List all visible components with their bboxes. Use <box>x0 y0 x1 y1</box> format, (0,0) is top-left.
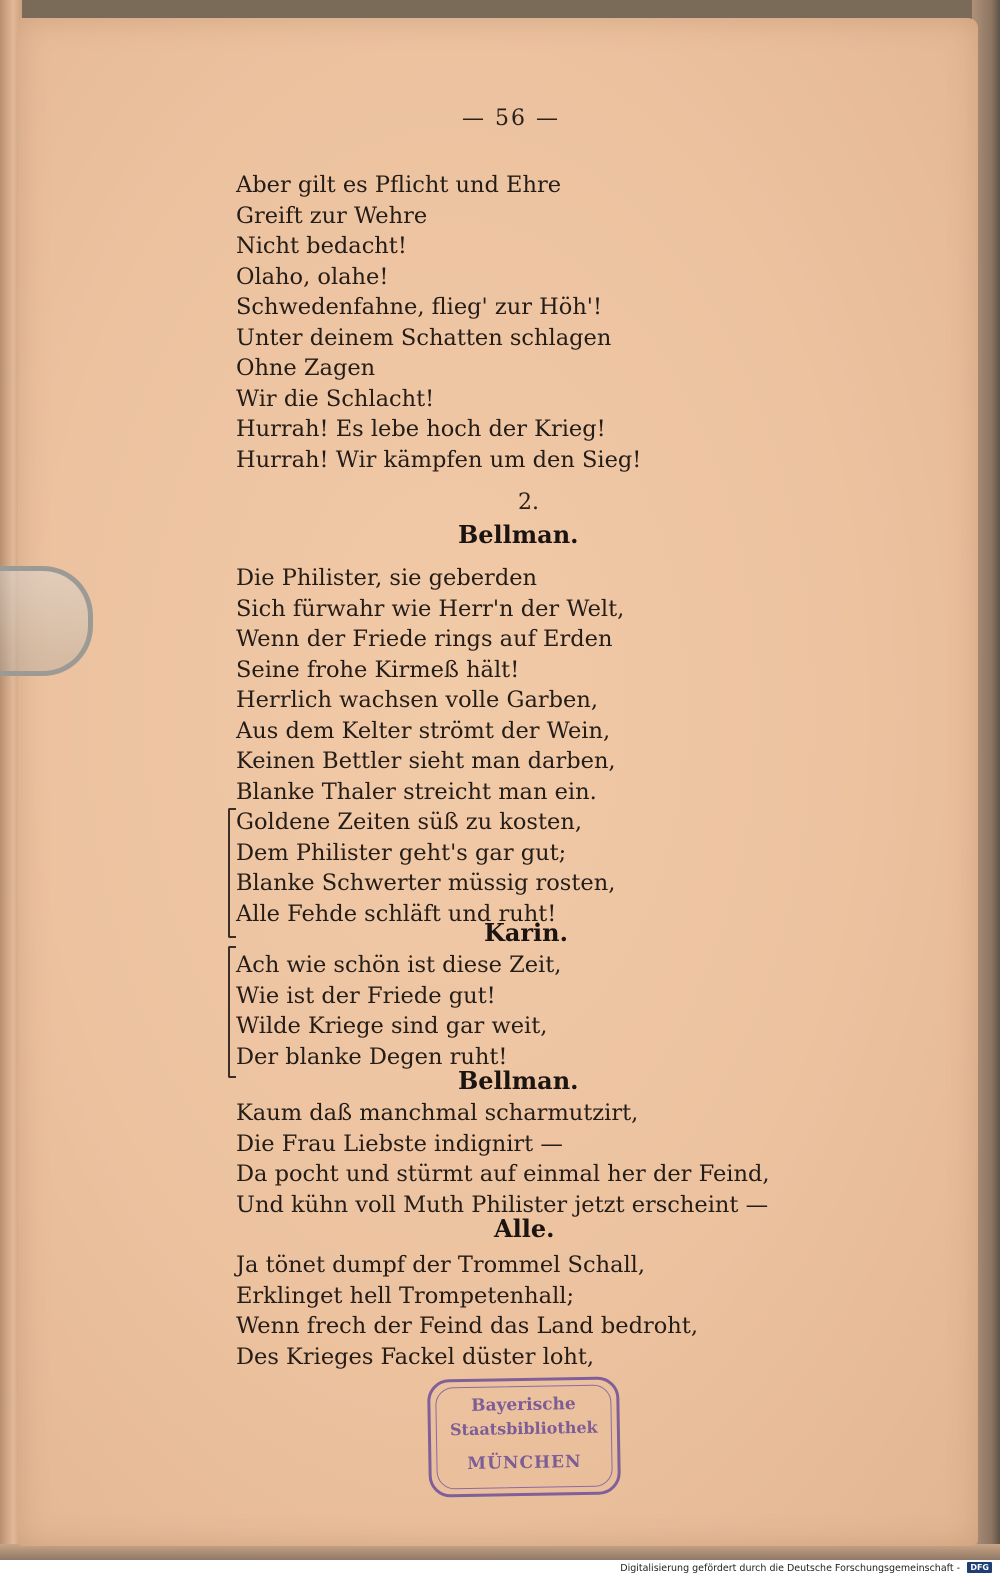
verse-line: Herrlich wachsen volle Garben, <box>236 687 598 713</box>
footer-bar <box>0 1560 1000 1575</box>
stamp-line: Bayerische <box>470 1394 576 1416</box>
stamp-line: MÜNCHEN <box>467 1452 582 1474</box>
speaker-heading-karin: Karin. <box>484 918 568 947</box>
speaker-heading-alle: Alle. <box>494 1214 555 1243</box>
verse-line: Blanke Schwerter müssig rosten, <box>236 870 616 896</box>
verse-line: Dem Philister geht's gar gut; <box>236 839 567 866</box>
brace-bracket <box>228 946 236 1078</box>
footer-credit: Digitalisierung gefördert durch die Deutsche Forschungsgemeinschaft - <box>620 1563 960 1574</box>
verse-line: Olaho, olahe! <box>236 263 389 290</box>
verse-line: Und kühn voll Muth Philister jetzt erscheint — <box>236 1191 769 1218</box>
speaker-heading-bellman: Bellman. <box>458 1066 579 1095</box>
verse-line: Wie ist der Friede gut! <box>236 982 496 1009</box>
verse-line: Blanke Thaler streicht man ein. <box>236 778 597 805</box>
verse-line: Wilde Kriege sind gar weit, <box>236 1013 548 1039</box>
library-stamp <box>427 1376 621 1497</box>
verse-line: Aber gilt es Pflicht und Ehre <box>236 172 562 198</box>
page-clip <box>0 566 93 676</box>
verse-line: Die Frau Liebste indignirt — <box>236 1130 563 1157</box>
verse-line: Der blanke Degen ruht! <box>236 1043 508 1070</box>
verse-line: Des Krieges Fackel düster loht, <box>236 1343 595 1370</box>
verse-line: Alle Fehde schläft und ruht! <box>236 900 557 927</box>
verse-line: Wenn der Friede rings auf Erden <box>236 626 613 652</box>
verse-line: Wenn frech der Feind das Land bedroht, <box>236 1313 698 1339</box>
verse-line: Ach wie schön ist diese Zeit, <box>236 952 562 978</box>
stamp-line: Staatsbibliothek <box>449 1417 598 1440</box>
verse-line: Erklinget hell Trompetenhall; <box>236 1282 575 1309</box>
page-number: — 56 — <box>462 106 560 131</box>
bellman-stanza-2 <box>236 1098 836 1220</box>
verse-line: Greift zur Wehre <box>236 202 428 229</box>
verse-line: Ja tönet dumpf der Trommel Schall, <box>236 1252 646 1278</box>
karin-stanza <box>236 950 836 1072</box>
verse-line: Schwedenfahne, flieg' zur Höh'! <box>236 294 603 320</box>
alle-stanza <box>236 1250 836 1372</box>
verse-line: Sich fürwahr wie Herr'n der Welt, <box>236 595 625 622</box>
section-number: 2. <box>518 490 539 515</box>
verse-line: Seine frohe Kirmeß hält! <box>236 656 520 683</box>
brace-bracket <box>228 808 236 938</box>
verse-line: Wir die Schlacht! <box>236 385 435 412</box>
verse-line: Kaum daß manchmal scharmutzirt, <box>236 1100 639 1126</box>
verse-line: Nicht bedacht! <box>236 233 407 259</box>
stanza-1 <box>236 170 836 475</box>
verse-line: Hurrah! Wir kämpfen um den Sieg! <box>236 446 642 473</box>
verse-line: Unter deinem Schatten schlagen <box>236 324 612 351</box>
verse-line: Keinen Bettler sieht man darben, <box>236 748 616 774</box>
speaker-heading-bellman: Bellman. <box>458 520 579 549</box>
verse-line: Ohne Zagen <box>236 355 376 381</box>
dfg-logo: DFG <box>967 1562 992 1573</box>
verse-line: Hurrah! Es lebe hoch der Krieg! <box>236 416 606 442</box>
verse-line: Goldene Zeiten süß zu kosten, <box>236 809 582 835</box>
verse-line: Aus dem Kelter strömt der Wein, <box>236 717 611 744</box>
page-bottom-edge <box>0 1544 1000 1560</box>
verse-line: Die Philister, sie geberden <box>236 565 538 591</box>
verse-line: Da pocht und stürmt auf einmal her der Feind, <box>236 1161 770 1187</box>
bellman-stanza <box>236 563 836 929</box>
